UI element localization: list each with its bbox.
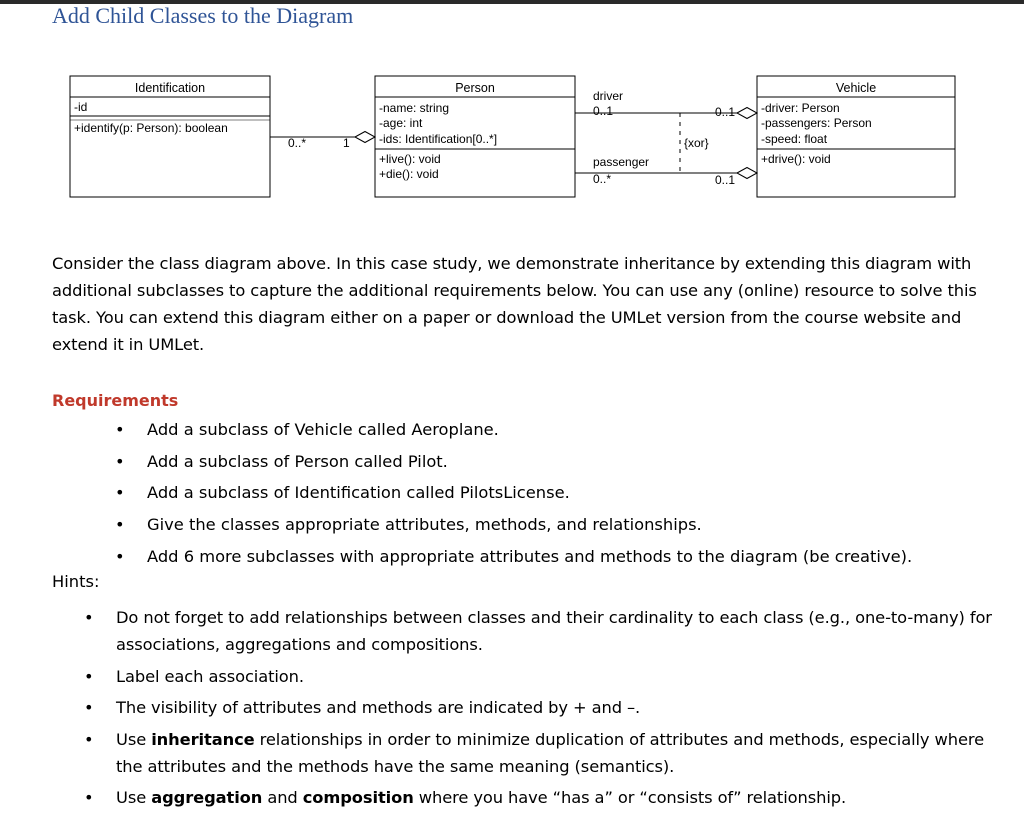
passenger-association bbox=[575, 155, 757, 187]
person-class-name: Person bbox=[455, 81, 495, 95]
bullet-icon: • bbox=[115, 483, 125, 503]
list-item: • Give the classes appropriate attributes, methods, and relationships. bbox=[0, 511, 912, 543]
list-item: • Add a subclass of Vehicle called Aeroplane. bbox=[0, 416, 912, 448]
bullet-icon: • bbox=[84, 608, 94, 627]
requirements-heading: Requirements bbox=[52, 391, 179, 410]
driver-association bbox=[575, 89, 757, 119]
bullet-icon: • bbox=[115, 451, 125, 471]
identification-multiplicity: 0..* bbox=[288, 136, 307, 150]
aggregation-diamond-icon bbox=[737, 108, 757, 119]
vehicle-class bbox=[757, 76, 955, 197]
bullet-icon: • bbox=[115, 515, 125, 535]
aggregation-diamond-icon bbox=[355, 132, 375, 143]
driver-role-label: driver bbox=[593, 89, 624, 103]
identification-attr-id: -id bbox=[74, 100, 88, 114]
bullet-icon: • bbox=[84, 788, 94, 808]
bullet-icon: • bbox=[84, 666, 94, 686]
aggregation-diamond-icon bbox=[737, 168, 757, 179]
bullet-icon: • bbox=[84, 729, 94, 749]
page-title: Add Child Classes to the Diagram bbox=[52, 3, 354, 28]
list-item: • The visibility of attributes and methods are indicated by + and –. bbox=[0, 694, 1000, 721]
vehicle-attr-speed: -speed: float bbox=[761, 132, 828, 146]
xor-constraint bbox=[680, 113, 717, 173]
person-method-live: +live(): void bbox=[379, 152, 441, 166]
list-item: • Do not forget to add relationships between classes and their cardinality to each class (e.g., one-to-many) for associations, aggregations and compositions. bbox=[0, 604, 1000, 658]
vehicle-method-drive: +drive(): void bbox=[761, 152, 831, 166]
list-item: • Add a subclass of Identification called PilotsLicense. bbox=[0, 479, 912, 511]
identification-class-name: Identification bbox=[134, 81, 206, 95]
person-attr-age: -age: int bbox=[379, 116, 423, 130]
identification-person-aggregation bbox=[270, 132, 375, 151]
xor-label: {xor} bbox=[684, 136, 709, 150]
bullet-icon: • bbox=[115, 420, 125, 439]
driver-multiplicity: 0..1 bbox=[593, 104, 614, 118]
intro-paragraph: Consider the class diagram above. In this case study, we demonstrate inheritance by extending this diagram with additional subclasses to capture the additional requirements below. You can use any (online) resource to solve this task. You can extend this diagram either on a paper or download the UMLet version from the course website and extend it in UMLet. bbox=[52, 254, 977, 354]
list-item: • Use aggregation and composition where you have “has a” or “consists of” relationship. bbox=[0, 784, 1000, 811]
bullet-icon: • bbox=[115, 546, 125, 566]
person-class bbox=[375, 76, 575, 197]
class-diagram bbox=[0, 60, 1024, 210]
driver-vehicle-multiplicity: 0..1 bbox=[715, 105, 736, 119]
person-attr-name: -name: string bbox=[379, 101, 450, 115]
person-method-die: +die(): void bbox=[379, 167, 439, 181]
passenger-multiplicity: 0..* bbox=[593, 172, 612, 186]
vehicle-attr-passengers: -passengers: Person bbox=[761, 116, 872, 130]
hints-list bbox=[0, 604, 1000, 816]
passenger-vehicle-multiplicity: 0..1 bbox=[715, 173, 736, 187]
list-item: • Add a subclass of Person called Pilot. bbox=[0, 448, 912, 480]
requirements-list bbox=[0, 416, 912, 574]
person-attr-ids: -ids: Identification[0..*] bbox=[379, 132, 498, 146]
list-item: • Label each association. bbox=[0, 663, 1000, 690]
vehicle-class-name: Vehicle bbox=[835, 81, 877, 95]
list-item: • Add 6 more subclasses with appropriate attributes and methods to the diagram (be creative). bbox=[0, 543, 912, 575]
identification-method-identify: +identify(p: Person): boolean bbox=[74, 121, 228, 135]
passenger-role-label: passenger bbox=[593, 155, 650, 169]
vehicle-attr-driver: -driver: Person bbox=[761, 101, 840, 115]
person-multiplicity: 1 bbox=[343, 136, 350, 150]
hints-heading: Hints: bbox=[52, 572, 100, 591]
bullet-icon: • bbox=[84, 698, 94, 718]
list-item: • Use inheritance relationships in order to minimize duplication of attributes and methods, especially where the attributes and the methods have the same meaning (semantics). bbox=[0, 726, 1000, 780]
identification-class bbox=[70, 76, 270, 197]
